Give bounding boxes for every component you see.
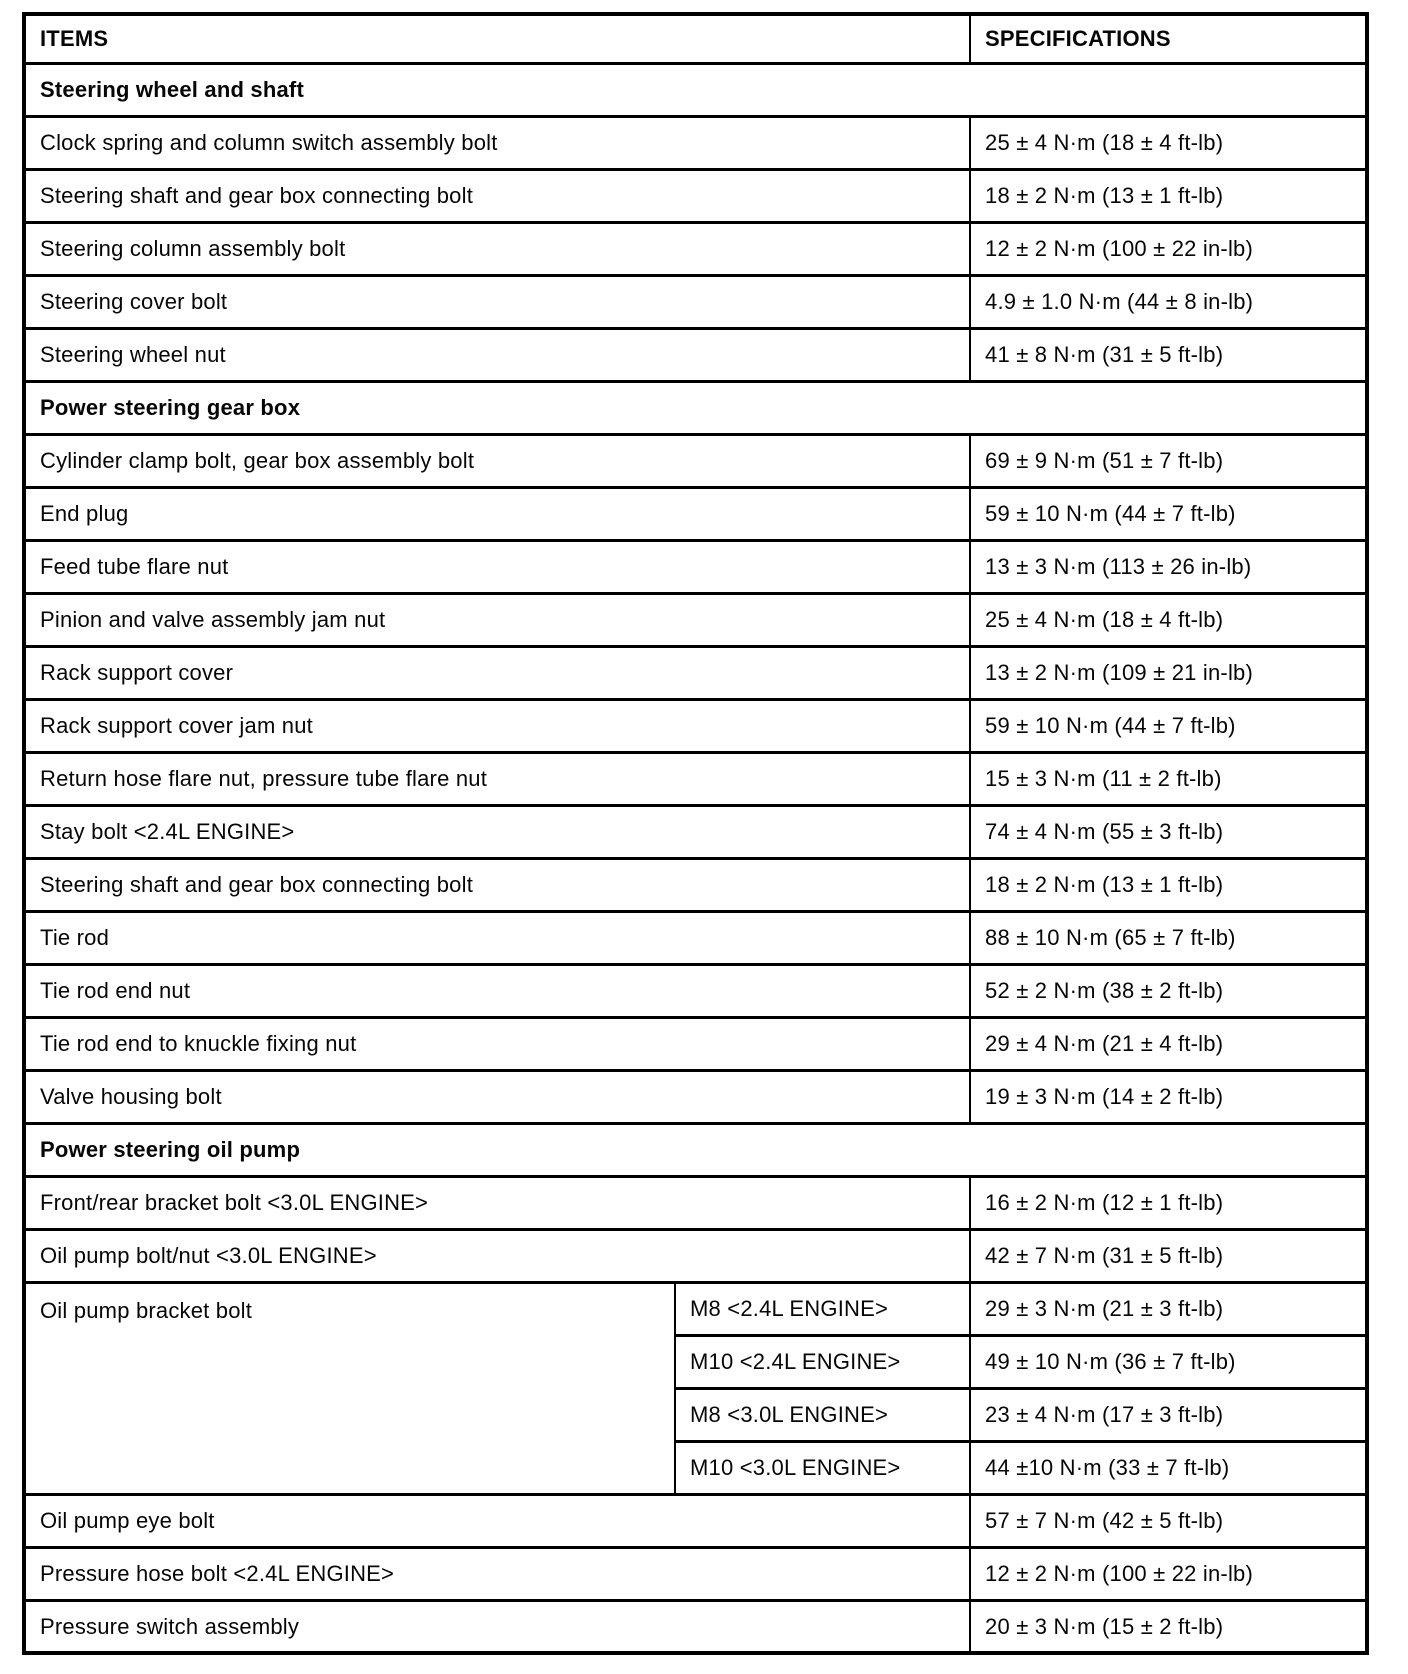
spec-cell: 42 ± 7 N·m (31 ± 5 ft-lb) <box>970 1229 1367 1282</box>
spec-cell: 13 ± 2 N·m (109 ± 21 in-lb) <box>970 646 1367 699</box>
item-cell: Steering column assembly bolt <box>24 222 970 275</box>
spec-cell: 29 ± 3 N·m (21 ± 3 ft-lb) <box>970 1282 1367 1335</box>
variant-cell: M8 <3.0L ENGINE> <box>675 1388 970 1441</box>
spec-cell: 4.9 ± 1.0 N·m (44 ± 8 in-lb) <box>970 275 1367 328</box>
item-cell: Tie rod end nut <box>24 964 970 1017</box>
section-header-row <box>24 381 1367 434</box>
item-cell: Valve housing bolt <box>24 1070 970 1123</box>
spec-cell: 19 ± 3 N·m (14 ± 2 ft-lb) <box>970 1070 1367 1123</box>
spec-cell: 59 ± 10 N·m (44 ± 7 ft-lb) <box>970 699 1367 752</box>
specifications-column-header: SPECIFICATIONS <box>970 14 1367 63</box>
spec-cell: 29 ± 4 N·m (21 ± 4 ft-lb) <box>970 1017 1367 1070</box>
spec-cell: 49 ± 10 N·m (36 ± 7 ft-lb) <box>970 1335 1367 1388</box>
spec-row <box>24 275 1367 328</box>
variant-cell: M8 <2.4L ENGINE> <box>675 1282 970 1335</box>
item-cell: Clock spring and column switch assembly bolt <box>24 116 970 169</box>
spec-row <box>24 1017 1367 1070</box>
item-cell: Stay bolt <2.4L ENGINE> <box>24 805 970 858</box>
section-title: Power steering oil pump <box>24 1123 1367 1176</box>
table-body <box>24 63 1367 1653</box>
items-column-header: ITEMS <box>24 14 970 63</box>
spec-row <box>24 1494 1367 1547</box>
section-header-row <box>24 1123 1367 1176</box>
spec-row <box>24 699 1367 752</box>
variant-cell: M10 <3.0L ENGINE> <box>675 1441 970 1494</box>
section-title: Power steering gear box <box>24 381 1367 434</box>
spec-row <box>24 1070 1367 1123</box>
spec-row <box>24 752 1367 805</box>
item-cell: Steering cover bolt <box>24 275 970 328</box>
section-title: Steering wheel and shaft <box>24 63 1367 116</box>
spec-cell: 18 ± 2 N·m (13 ± 1 ft-lb) <box>970 169 1367 222</box>
item-cell: Pinion and valve assembly jam nut <box>24 593 970 646</box>
spec-cell: 23 ± 4 N·m (17 ± 3 ft-lb) <box>970 1388 1367 1441</box>
spec-row <box>24 858 1367 911</box>
item-cell: Tie rod <box>24 911 970 964</box>
spec-row <box>24 1600 1367 1653</box>
spec-cell: 57 ± 7 N·m (42 ± 5 ft-lb) <box>970 1494 1367 1547</box>
spec-cell: 41 ± 8 N·m (31 ± 5 ft-lb) <box>970 328 1367 381</box>
spec-cell: 12 ± 2 N·m (100 ± 22 in-lb) <box>970 1547 1367 1600</box>
item-cell: Cylinder clamp bolt, gear box assembly bolt <box>24 434 970 487</box>
spec-row <box>24 646 1367 699</box>
spec-row <box>24 593 1367 646</box>
spec-cell: 20 ± 3 N·m (15 ± 2 ft-lb) <box>970 1600 1367 1653</box>
item-cell: End plug <box>24 487 970 540</box>
spec-cell: 13 ± 3 N·m (113 ± 26 in-lb) <box>970 540 1367 593</box>
spec-cell: 52 ± 2 N·m (38 ± 2 ft-lb) <box>970 964 1367 1017</box>
spec-row <box>24 1547 1367 1600</box>
spec-cell: 74 ± 4 N·m (55 ± 3 ft-lb) <box>970 805 1367 858</box>
item-cell: Steering shaft and gear box connecting bolt <box>24 858 970 911</box>
item-cell: Rack support cover <box>24 646 970 699</box>
spec-cell: 25 ± 4 N·m (18 ± 4 ft-lb) <box>970 593 1367 646</box>
spec-row <box>24 1229 1367 1282</box>
variant-cell: M10 <2.4L ENGINE> <box>675 1335 970 1388</box>
spec-cell: 12 ± 2 N·m (100 ± 22 in-lb) <box>970 222 1367 275</box>
item-cell: Oil pump eye bolt <box>24 1494 970 1547</box>
item-cell: Tie rod end to knuckle fixing nut <box>24 1017 970 1070</box>
spec-row <box>24 805 1367 858</box>
item-cell: Pressure hose bolt <2.4L ENGINE> <box>24 1547 970 1600</box>
spec-cell: 25 ± 4 N·m (18 ± 4 ft-lb) <box>970 116 1367 169</box>
item-cell: Steering wheel nut <box>24 328 970 381</box>
spec-row <box>24 911 1367 964</box>
spec-cell: 16 ± 2 N·m (12 ± 1 ft-lb) <box>970 1176 1367 1229</box>
spec-cell: 59 ± 10 N·m (44 ± 7 ft-lb) <box>970 487 1367 540</box>
spec-cell: 88 ± 10 N·m (65 ± 7 ft-lb) <box>970 911 1367 964</box>
spec-cell: 15 ± 3 N·m (11 ± 2 ft-lb) <box>970 752 1367 805</box>
spec-row <box>24 116 1367 169</box>
spec-row <box>24 328 1367 381</box>
spec-row <box>24 540 1367 593</box>
spec-subrow <box>24 1282 1367 1335</box>
item-cell: Feed tube flare nut <box>24 540 970 593</box>
section-header-row <box>24 63 1367 116</box>
spec-cell: 44 ±10 N·m (33 ± 7 ft-lb) <box>970 1441 1367 1494</box>
spec-row <box>24 222 1367 275</box>
spec-row <box>24 964 1367 1017</box>
item-cell: Return hose flare nut, pressure tube flare nut <box>24 752 970 805</box>
item-cell: Oil pump bolt/nut <3.0L ENGINE> <box>24 1229 970 1282</box>
item-cell: Steering shaft and gear box connecting bolt <box>24 169 970 222</box>
spec-row <box>24 169 1367 222</box>
item-cell: Rack support cover jam nut <box>24 699 970 752</box>
item-cell: Oil pump bracket bolt <box>24 1282 675 1494</box>
table-header-row <box>24 14 1367 63</box>
spec-cell: 18 ± 2 N·m (13 ± 1 ft-lb) <box>970 858 1367 911</box>
item-cell: Front/rear bracket bolt <3.0L ENGINE> <box>24 1176 970 1229</box>
spec-cell: 69 ± 9 N·m (51 ± 7 ft-lb) <box>970 434 1367 487</box>
spec-row <box>24 487 1367 540</box>
spec-row <box>24 434 1367 487</box>
spec-row <box>24 1176 1367 1229</box>
torque-specifications-table <box>22 12 1369 1655</box>
item-cell: Pressure switch assembly <box>24 1600 970 1653</box>
